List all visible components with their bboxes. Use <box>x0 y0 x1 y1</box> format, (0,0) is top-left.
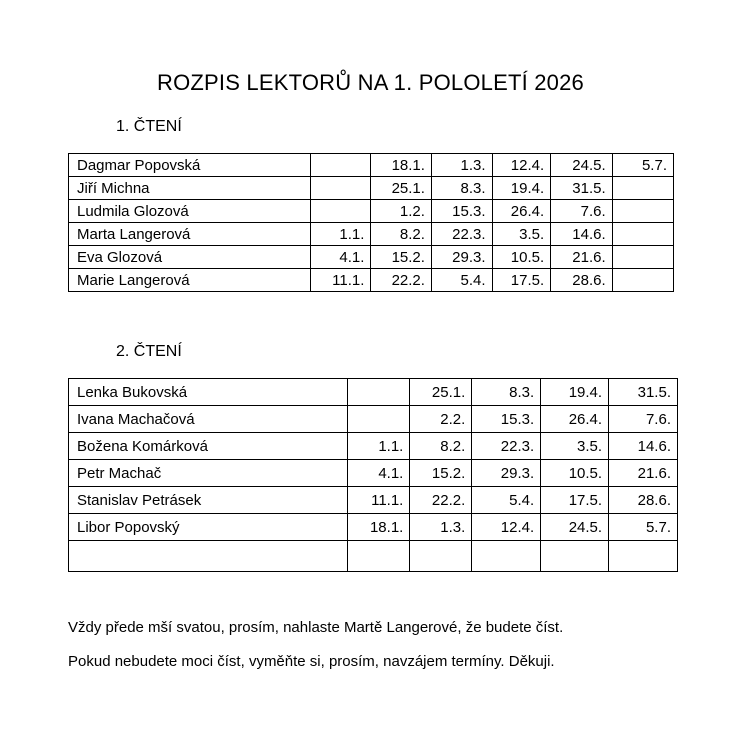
reader-name: Jiří Michna <box>69 177 311 200</box>
date-cell: 19.4. <box>541 379 609 406</box>
date-cell: 5.7. <box>612 154 673 177</box>
table-row <box>69 200 674 223</box>
date-cell: 24.5. <box>541 514 609 541</box>
date-cell: 21.6. <box>609 460 678 487</box>
date-cell: 28.6. <box>609 487 678 514</box>
date-cell: 12.4. <box>472 514 541 541</box>
date-cell <box>612 177 673 200</box>
date-cell <box>348 541 410 572</box>
date-cell: 7.6. <box>551 200 613 223</box>
date-cell <box>348 406 410 433</box>
table-row <box>69 269 674 292</box>
date-cell: 26.4. <box>492 200 551 223</box>
date-cell: 11.1. <box>348 487 410 514</box>
date-cell: 12.4. <box>492 154 551 177</box>
date-cell: 24.5. <box>551 154 613 177</box>
date-cell: 31.5. <box>551 177 613 200</box>
date-cell: 15.3. <box>431 200 492 223</box>
table-row <box>69 177 674 200</box>
note-announce: Vždy přede mší svatou, prosím, nahlaste Martě Langerové, že budete číst. <box>68 619 564 636</box>
date-cell: 10.5. <box>541 460 609 487</box>
date-cell: 29.3. <box>472 460 541 487</box>
table-row <box>69 379 678 406</box>
date-cell: 22.2. <box>410 487 472 514</box>
reader-name: Dagmar Popovská <box>69 154 311 177</box>
date-cell: 21.6. <box>551 246 613 269</box>
date-cell <box>310 200 371 223</box>
reader-name: Eva Glozová <box>69 246 311 269</box>
date-cell: 29.3. <box>431 246 492 269</box>
table-row <box>69 514 678 541</box>
date-cell <box>410 541 472 572</box>
date-cell: 25.1. <box>371 177 432 200</box>
date-cell: 22.3. <box>431 223 492 246</box>
date-cell: 1.1. <box>310 223 371 246</box>
second-reading-table <box>68 378 678 572</box>
date-cell: 10.5. <box>492 246 551 269</box>
date-cell: 1.1. <box>348 433 410 460</box>
date-cell <box>541 541 609 572</box>
document-title: ROZPIS LEKTORŮ NA 1. POLOLETÍ 2026 <box>156 70 584 95</box>
date-cell: 15.2. <box>410 460 472 487</box>
date-cell <box>612 269 673 292</box>
date-cell: 14.6. <box>609 433 678 460</box>
date-cell: 17.5. <box>541 487 609 514</box>
date-cell: 8.2. <box>371 223 432 246</box>
date-cell: 4.1. <box>310 246 371 269</box>
date-cell: 28.6. <box>551 269 613 292</box>
date-cell: 2.2. <box>410 406 472 433</box>
table-row <box>69 223 674 246</box>
section-heading-second-reading: 2. ČTENÍ <box>116 343 182 360</box>
reader-name: Božena Komárková <box>69 433 348 460</box>
reader-name: Ludmila Glozová <box>69 200 311 223</box>
date-cell: 25.1. <box>410 379 472 406</box>
date-cell: 3.5. <box>541 433 609 460</box>
date-cell <box>310 177 371 200</box>
date-cell: 18.1. <box>371 154 432 177</box>
date-cell: 18.1. <box>348 514 410 541</box>
date-cell: 5.7. <box>609 514 678 541</box>
date-cell: 5.4. <box>472 487 541 514</box>
table-row <box>69 433 678 460</box>
date-cell: 8.3. <box>431 177 492 200</box>
date-cell <box>612 223 673 246</box>
date-cell: 4.1. <box>348 460 410 487</box>
reader-name: Libor Popovský <box>69 514 348 541</box>
date-cell: 3.5. <box>492 223 551 246</box>
reader-name: Ivana Machačová <box>69 406 348 433</box>
date-cell: 11.1. <box>310 269 371 292</box>
date-cell: 7.6. <box>609 406 678 433</box>
date-cell: 17.5. <box>492 269 551 292</box>
reader-name: Lenka Bukovská <box>69 379 348 406</box>
date-cell: 1.3. <box>431 154 492 177</box>
table-row <box>69 406 678 433</box>
date-cell <box>472 541 541 572</box>
date-cell: 31.5. <box>609 379 678 406</box>
date-cell <box>348 379 410 406</box>
date-cell: 15.2. <box>371 246 432 269</box>
date-cell: 1.2. <box>371 200 432 223</box>
date-cell: 15.3. <box>472 406 541 433</box>
date-cell <box>612 246 673 269</box>
table-row <box>69 460 678 487</box>
table-row <box>69 487 678 514</box>
reader-name: Marie Langerová <box>69 269 311 292</box>
reader-name: Petr Machač <box>69 460 348 487</box>
date-cell: 1.3. <box>410 514 472 541</box>
date-cell: 26.4. <box>541 406 609 433</box>
date-cell: 14.6. <box>551 223 613 246</box>
reader-name: Marta Langerová <box>69 223 311 246</box>
date-cell: 22.3. <box>472 433 541 460</box>
date-cell <box>609 541 678 572</box>
table-row-empty <box>69 541 678 572</box>
date-cell: 5.4. <box>431 269 492 292</box>
date-cell <box>612 200 673 223</box>
first-reading-table <box>68 153 674 292</box>
section-heading-first-reading: 1. ČTENÍ <box>116 118 182 135</box>
reader-name: Stanislav Petrásek <box>69 487 348 514</box>
reader-name <box>69 541 348 572</box>
note-swap: Pokud nebudete moci číst, vyměňte si, prosím, navzájem termíny. Děkuji. <box>68 653 555 670</box>
date-cell <box>310 154 371 177</box>
table-row <box>69 154 674 177</box>
date-cell: 19.4. <box>492 177 551 200</box>
table-row <box>69 246 674 269</box>
date-cell: 8.2. <box>410 433 472 460</box>
date-cell: 22.2. <box>371 269 432 292</box>
date-cell: 8.3. <box>472 379 541 406</box>
